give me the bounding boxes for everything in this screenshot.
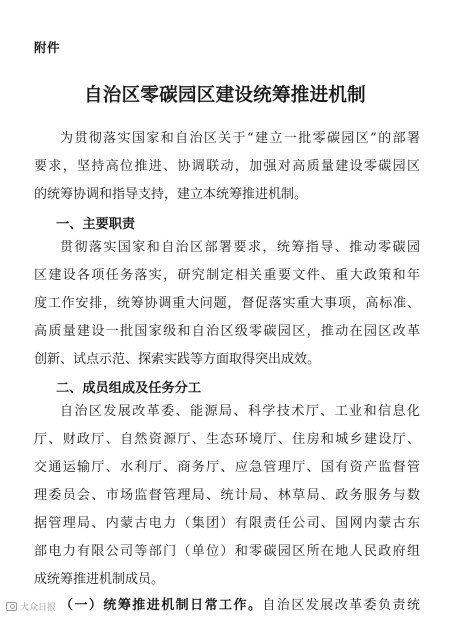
intro-line-2: 要求，坚持高位推进、协调联动，加强对高质量建设零碳园区 xyxy=(34,159,420,174)
watermark-text: 大众日报 xyxy=(20,603,57,613)
section1-line-3: 度工作安排，统筹协调重大问题，督促落实重大事项，高标准、 xyxy=(34,296,420,311)
camera-icon xyxy=(6,602,17,611)
section1-line-2: 区建设各项任务落实，研究制定相关重要文件、重大政策和年 xyxy=(34,268,420,283)
section2-line-1: 自治区发展改革委、能源局、科学技术厅、工业和信息化 xyxy=(60,404,420,419)
section2-line-6: 部电力有限公司等部门（单位）和零碳园区所在地人民政府组 xyxy=(34,544,420,559)
sub-item-1-line xyxy=(34,597,420,615)
intro-line-3: 的统筹协调和指导支持，建立本统筹推进机制。 xyxy=(34,187,308,202)
section2-line-7: 成统筹推进机制成员。 xyxy=(34,572,165,587)
section-heading-duties: 一、主要职责 xyxy=(56,217,136,232)
section-heading-members: 二、成员组成及任务分工 xyxy=(56,381,202,396)
section2-line-2: 厅、财政厅、自然资源厅、生态环境厅、住房和城乡建设厅、 xyxy=(34,432,420,447)
section1-line-1: 贯彻落实国家和自治区部署要求，统筹指导、推动零碳园 xyxy=(60,240,420,255)
watermark xyxy=(6,600,56,613)
intro-line-1: 为贯彻落实国家和自治区关于“建立一批零碳园区”的部署 xyxy=(60,131,420,146)
section2-line-4: 理委员会、市场监督管理局、统计局、林草局、政务服务与数 xyxy=(34,488,420,503)
sub-item-1-text: 自治区发展改革委负责统 xyxy=(262,598,420,613)
section2-line-5: 据管理局、内蒙古电力（集团）有限责任公司、国网内蒙古东 xyxy=(34,516,420,531)
sub-item-1-heading: （一）统筹推进机制日常工作。 xyxy=(60,598,263,613)
document-title: 自治区零碳园区建设统筹推进机制 xyxy=(83,85,366,106)
attachment-label: 附件 xyxy=(34,40,61,55)
section1-line-5: 创新、试点示范、探索实践等方面取得突出成效。 xyxy=(34,352,321,367)
section2-line-3: 交通运输厅、水利厅、商务厅、应急管理厅、国有资产监督管 xyxy=(34,460,420,475)
section1-line-4: 高质量建设一批国家级和自治区级零碳园区，推动在园区改革 xyxy=(34,324,420,339)
